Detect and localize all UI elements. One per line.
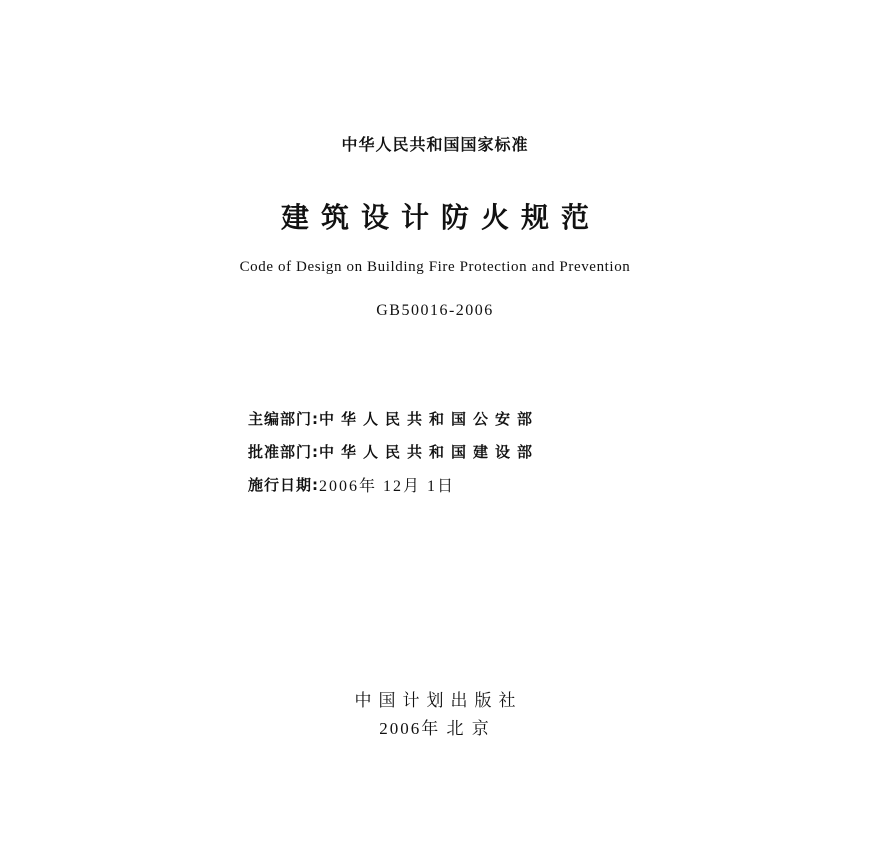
document-title-chinese: 建筑设计防火规范 (280, 201, 601, 234)
standard-series-heading: 中华人民共和国国家标准 (341, 135, 529, 154)
document-title-english: Code of Design on Building Fire Protection and Prevention (239, 259, 631, 275)
editor-label: 主编部门: (248, 410, 319, 428)
publisher-name: 中国计划出版社 (354, 691, 523, 711)
effective-date-value: 2006年 12月 1日 (319, 478, 456, 495)
effective-date-label: 施行日期: (248, 476, 319, 494)
approver-row (248, 435, 539, 468)
editor-row (248, 402, 539, 435)
approver-label: 批准部门: (248, 443, 319, 461)
standard-code: GB50016-2006 (376, 302, 494, 319)
editor-value: 中华人民共和国公安部 (319, 410, 540, 428)
effective-date-row (248, 468, 539, 501)
document-metadata (248, 402, 539, 501)
publication-date-place: 2006年 北 京 (379, 719, 491, 738)
approver-value: 中华人民共和国建设部 (319, 443, 540, 461)
